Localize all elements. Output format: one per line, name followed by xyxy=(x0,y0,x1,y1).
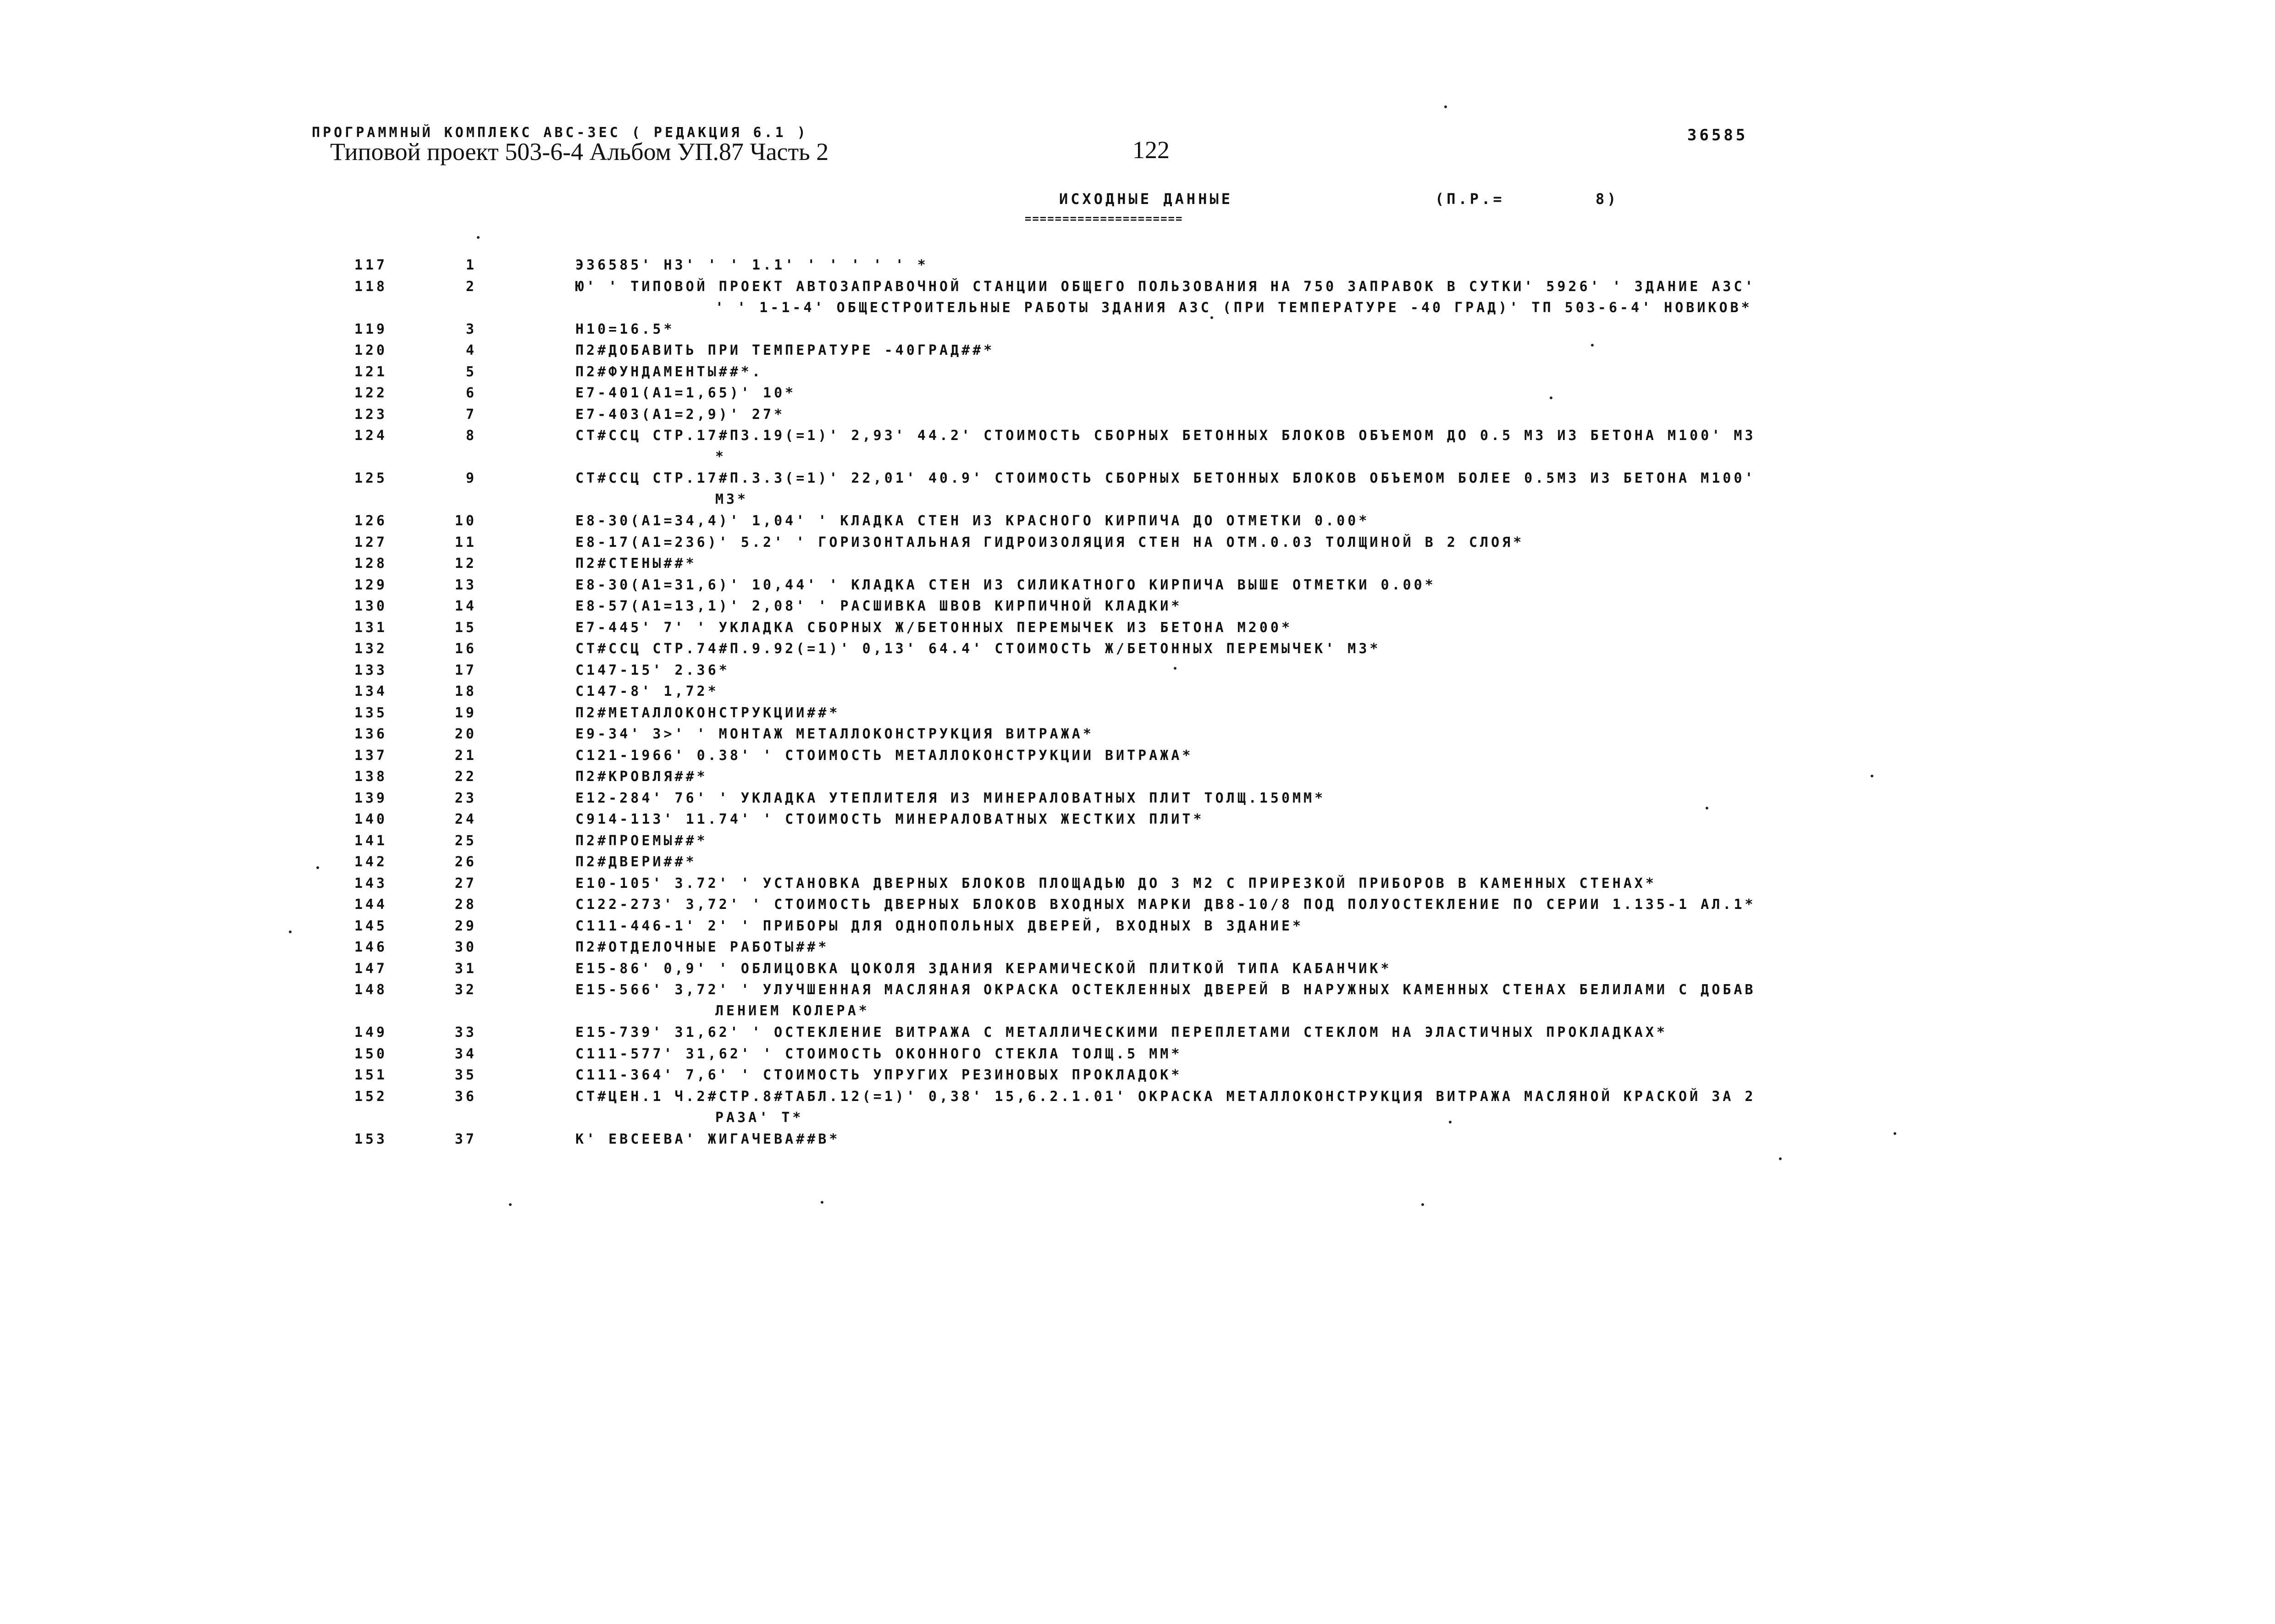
row-text: Е8-30(А1=34,4)' 1,04' ' КЛАДКА СТЕН ИЗ КРАСНОГО КИРПИЧА ДО ОТМЕТКИ 0.00* xyxy=(575,513,1370,529)
pr-value: 8) xyxy=(1596,190,1619,208)
row-text: СТ#ССЦ СТР.17#П.3.3(=1)' 22,01' 40.9' СТОИМОСТЬ СБОРНЫХ БЕТОННЫХ БЛОКОВ ОБЪЕМОМ БОЛЕЕ 0.5М3 ИЗ БЕТОНА М100' xyxy=(575,470,1756,486)
row-sequence-number: 19 xyxy=(454,705,477,721)
row-line-number: 133 xyxy=(354,662,387,678)
row-sequence-number: 11 xyxy=(454,534,477,551)
listing-row xyxy=(0,617,2275,639)
listing-row xyxy=(0,958,2275,980)
scan-speck xyxy=(1449,1121,1452,1123)
listing-row xyxy=(0,766,2275,787)
row-line-number: 148 xyxy=(354,982,387,998)
scan-speck xyxy=(1210,316,1213,319)
row-line-number: 135 xyxy=(354,705,387,721)
row-text: Е15-86' 0,9' ' ОБЛИЦОВКА ЦОКОЛЯ ЗДАНИЯ КЕРАМИЧЕСКОЙ ПЛИТКОЙ ТИПА КАБАНЧИК* xyxy=(575,960,1392,977)
row-line-number: 150 xyxy=(354,1046,387,1062)
row-text: С111-577' 31,62' ' СТОИМОСТЬ ОКОННОГО СТЕКЛА ТОЛЩ.5 ММ* xyxy=(575,1046,1182,1062)
listing-row xyxy=(0,830,2275,852)
row-text: Е15-739' 31,62' ' ОСТЕКЛЕНИЕ ВИТРАЖА С МЕТАЛЛИЧЕСКИМИ ПЕРЕПЛЕТАМИ СТЕКЛОМ НА ЭЛАСТИЧНЫХ ПРОКЛАДКАХ* xyxy=(575,1024,1668,1040)
listing-row xyxy=(0,915,2275,937)
scan-speck xyxy=(1894,1132,1896,1135)
listing-row xyxy=(0,425,2275,468)
listing-row xyxy=(0,979,2275,1022)
row-text: Е8-30(А1=31,6)' 10,44' ' КЛАДКА СТЕН ИЗ СИЛИКАТНОГО КИРПИЧА ВЫШЕ ОТМЕТКИ 0.00* xyxy=(575,577,1436,593)
listing-row xyxy=(0,340,2275,361)
row-text: С111-364' 7,6' ' СТОИМОСТЬ УПРУГИХ РЕЗИНОВЫХ ПРОКЛАДОК* xyxy=(575,1067,1182,1083)
listing-row xyxy=(0,681,2275,702)
scan-speck xyxy=(1591,344,1594,347)
row-sequence-number: 3 xyxy=(465,321,477,337)
row-line-number: 136 xyxy=(354,726,387,742)
row-text-continuation: РАЗА' Т* xyxy=(715,1109,804,1126)
row-sequence-number: 18 xyxy=(454,683,477,699)
listing-row xyxy=(0,638,2275,660)
row-sequence-number: 24 xyxy=(454,811,477,827)
row-sequence-number: 22 xyxy=(454,769,477,785)
row-sequence-number: 34 xyxy=(454,1046,477,1062)
row-text: С147-15' 2.36* xyxy=(575,662,730,678)
listing-row xyxy=(0,787,2275,809)
listing-row xyxy=(0,894,2275,915)
listing-row xyxy=(0,809,2275,830)
row-sequence-number: 31 xyxy=(454,960,477,977)
row-sequence-number: 2 xyxy=(465,278,477,295)
listing-row xyxy=(0,702,2275,724)
listing-row xyxy=(0,468,2275,510)
row-text: Е12-284' 76' ' УКЛАДКА УТЕПЛИТЕЛЯ ИЗ МИНЕРАЛОВАТНЫХ ПЛИТ ТОЛЩ.150ММ* xyxy=(575,790,1326,806)
listing-row xyxy=(0,745,2275,766)
row-text: П2#ФУНДАМЕНТЫ##*. xyxy=(575,363,763,380)
row-text: СТ#ССЦ СТР.74#П.9.92(=1)' 0,13' 64.4' СТОИМОСТЬ Ж/БЕТОННЫХ ПЕРЕМЫЧЕК' М3* xyxy=(575,641,1381,657)
data-listing xyxy=(0,254,2275,1150)
row-text: К' ЕВСЕЕВА' ЖИГАЧЕВА##В* xyxy=(575,1131,840,1147)
row-sequence-number: 5 xyxy=(465,363,477,380)
section-title-underline: ===================== xyxy=(1025,212,1183,225)
row-sequence-number: 14 xyxy=(454,598,477,614)
row-line-number: 119 xyxy=(354,321,387,337)
row-text: С147-8' 1,72* xyxy=(575,683,719,699)
row-line-number: 138 xyxy=(354,769,387,785)
row-line-number: 142 xyxy=(354,854,387,870)
row-line-number: 137 xyxy=(354,747,387,764)
listing-row xyxy=(0,1022,2275,1043)
row-line-number: 123 xyxy=(354,406,387,423)
row-line-number: 152 xyxy=(354,1088,387,1105)
row-sequence-number: 21 xyxy=(454,747,477,764)
row-text: С121-1966' 0.38' ' СТОИМОСТЬ МЕТАЛЛОКОНСТРУКЦИИ ВИТРАЖА* xyxy=(575,747,1193,764)
listing-row xyxy=(0,361,2275,383)
row-sequence-number: 13 xyxy=(454,577,477,593)
scan-speck xyxy=(289,930,292,933)
row-sequence-number: 29 xyxy=(454,918,477,934)
row-text: С111-446-1' 2' ' ПРИБОРЫ ДЛЯ ОДНОПОЛЬНЫХ ДВЕРЕЙ, ВХОДНЫХ В ЗДАНИЕ* xyxy=(575,918,1304,934)
row-line-number: 128 xyxy=(354,556,387,572)
row-sequence-number: 16 xyxy=(454,641,477,657)
row-sequence-number: 10 xyxy=(454,513,477,529)
listing-row xyxy=(0,553,2275,574)
row-text: П2#ПРОЕМЫ##* xyxy=(575,832,708,849)
row-line-number: 146 xyxy=(354,939,387,955)
row-text: С914-113' 11.74' ' СТОИМОСТЬ МИНЕРАЛОВАТНЫХ ЖЕСТКИХ ПЛИТ* xyxy=(575,811,1204,827)
row-sequence-number: 12 xyxy=(454,556,477,572)
row-sequence-number: 15 xyxy=(454,619,477,636)
scan-speck xyxy=(316,866,319,869)
listing-row xyxy=(0,510,2275,532)
row-text: Е8-17(А1=236)' 5.2' ' ГОРИЗОНТАЛЬНАЯ ГИДРОИЗОЛЯЦИЯ СТЕН НА ОТМ.0.03 ТОЛЩИНОЙ В 2 СЛОЯ* xyxy=(575,534,1524,551)
row-sequence-number: 17 xyxy=(454,662,477,678)
row-line-number: 153 xyxy=(354,1131,387,1147)
row-text: Ю' ' ТИПОВОЙ ПРОЕКТ АВТОЗАПРАВОЧНОЙ СТАНЦИИ ОБЩЕГО ПОЛЬЗОВАНИЯ НА 750 ЗАПРАВОК В СУТКИ' 5926' ' ЗДАНИЕ АЗС' xyxy=(575,278,1756,295)
row-text: П2#ДВЕРИ##* xyxy=(575,854,697,870)
page-number: 122 xyxy=(1132,136,1170,164)
listing-row xyxy=(0,276,2275,319)
listing-row xyxy=(0,1086,2275,1129)
scan-speck xyxy=(1779,1157,1782,1160)
row-sequence-number: 28 xyxy=(454,897,477,913)
row-line-number: 124 xyxy=(354,428,387,444)
row-sequence-number: 35 xyxy=(454,1067,477,1083)
row-text: СТ#ССЦ СТР.17#П3.19(=1)' 2,93' 44.2' СТОИМОСТЬ СБОРНЫХ БЕТОННЫХ БЛОКОВ ОБЪЕМОМ ДО 0.5 М3 ИЗ БЕТОНА М100' М3 xyxy=(575,428,1756,444)
row-line-number: 126 xyxy=(354,513,387,529)
row-sequence-number: 6 xyxy=(465,385,477,401)
scan-speck xyxy=(1421,1203,1424,1206)
row-line-number: 144 xyxy=(354,897,387,913)
scan-speck xyxy=(1444,105,1447,108)
listing-row xyxy=(0,851,2275,873)
document-code: 36585 xyxy=(1687,126,1748,144)
listing-row xyxy=(0,532,2275,553)
row-line-number: 127 xyxy=(354,534,387,551)
listing-row xyxy=(0,1129,2275,1150)
row-sequence-number: 8 xyxy=(465,428,477,444)
row-text: Е7-445' 7' ' УКЛАДКА СБОРНЫХ Ж/БЕТОННЫХ ПЕРЕМЫЧЕК ИЗ БЕТОНА М200* xyxy=(575,619,1292,636)
row-text: П2#ОТДЕЛОЧНЫЕ РАБОТЫ##* xyxy=(575,939,829,955)
row-text: Е15-566' 3,72' ' УЛУЧШЕННАЯ МАСЛЯНАЯ ОКРАСКА ОСТЕКЛЕННЫХ ДВЕРЕЙ В НАРУЖНЫХ КАМЕННЫХ СТЕНАХ БЕЛИЛАМИ С ДОБАВ xyxy=(575,982,1756,998)
row-text-continuation: ' ' 1-1-4' ОБЩЕСТРОИТЕЛЬНЫЕ РАБОТЫ ЗДАНИЯ АЗС (ПРИ ТЕМПЕРАТУРЕ -40 ГРАД)' ТП 503-6-4' НОВИКОВ* xyxy=(715,299,1752,316)
row-sequence-number: 1 xyxy=(465,257,477,273)
row-text-continuation: ЛЕНИЕМ КОЛЕРА* xyxy=(715,1003,870,1019)
row-text: П2#ДОБАВИТЬ ПРИ ТЕМПЕРАТУРЕ -40ГРАД##* xyxy=(575,342,995,358)
row-text-continuation: М3* xyxy=(715,491,749,507)
row-text: Е9-34' 3>' ' МОНТАЖ МЕТАЛЛОКОНСТРУКЦИЯ ВИТРАЖА* xyxy=(575,726,1094,742)
row-line-number: 143 xyxy=(354,875,387,892)
row-text: Е7-403(А1=2,9)' 27* xyxy=(575,406,785,423)
row-line-number: 140 xyxy=(354,811,387,827)
row-line-number: 125 xyxy=(354,470,387,486)
row-line-number: 132 xyxy=(354,641,387,657)
row-line-number: 120 xyxy=(354,342,387,358)
row-text: С122-273' 3,72' ' СТОИМОСТЬ ДВЕРНЫХ БЛОКОВ ВХОДНЫХ МАРКИ ДВ8-10/8 ПОД ПОЛУОСТЕКЛЕНИЕ ПО СЕРИИ 1.135-1 АЛ.1* xyxy=(575,897,1756,913)
row-sequence-number: 23 xyxy=(454,790,477,806)
pr-label: (П.Р.= xyxy=(1435,190,1505,208)
row-line-number: 117 xyxy=(354,257,387,273)
row-sequence-number: 25 xyxy=(454,832,477,849)
row-text: Э36585' НЗ' ' ' 1.1' ' ' ' ' ' * xyxy=(575,257,928,273)
row-line-number: 139 xyxy=(354,790,387,806)
listing-row xyxy=(0,873,2275,894)
scan-speck xyxy=(1706,807,1708,809)
project-title: Типовой проект 503-6-4 Альбом УП.87 Часть 2 xyxy=(330,138,829,165)
row-sequence-number: 9 xyxy=(465,470,477,486)
row-line-number: 129 xyxy=(354,577,387,593)
row-sequence-number: 37 xyxy=(454,1131,477,1147)
row-text: Е8-57(А1=13,1)' 2,08' ' РАСШИВКА ШВОВ КИРПИЧНОЙ КЛАДКИ* xyxy=(575,598,1182,614)
row-line-number: 151 xyxy=(354,1067,387,1083)
section-title: ИСХОДНЫЕ ДАННЫЕ xyxy=(1059,190,1233,208)
row-text: Н10=16.5* xyxy=(575,321,675,337)
listing-row xyxy=(0,254,2275,276)
row-line-number: 118 xyxy=(354,278,387,295)
row-text: СТ#ЦЕН.1 Ч.2#СТР.8#ТАБЛ.12(=1)' 0,38' 15,6.2.1.01' ОКРАСКА МЕТАЛЛОКОНСТРУКЦИЯ ВИТРАЖА МАСЛЯНОЙ КРАСКОЙ ЗА 2 xyxy=(575,1088,1756,1105)
listing-row xyxy=(0,660,2275,681)
row-sequence-number: 33 xyxy=(454,1024,477,1040)
row-sequence-number: 26 xyxy=(454,854,477,870)
listing-row xyxy=(0,1043,2275,1065)
row-sequence-number: 7 xyxy=(465,406,477,423)
listing-row xyxy=(0,723,2275,745)
row-text: Е7-401(А1=1,65)' 10* xyxy=(575,385,796,401)
scan-speck xyxy=(821,1201,823,1204)
listing-row xyxy=(0,595,2275,617)
row-line-number: 122 xyxy=(354,385,387,401)
listing-row xyxy=(0,574,2275,596)
row-sequence-number: 30 xyxy=(454,939,477,955)
scan-speck xyxy=(1174,667,1176,670)
row-line-number: 141 xyxy=(354,832,387,849)
scan-speck xyxy=(1550,396,1552,399)
scan-speck xyxy=(1871,775,1873,777)
row-line-number: 149 xyxy=(354,1024,387,1040)
row-line-number: 145 xyxy=(354,918,387,934)
row-sequence-number: 20 xyxy=(454,726,477,742)
row-line-number: 134 xyxy=(354,683,387,699)
listing-row xyxy=(0,382,2275,404)
row-text: П2#КРОВЛЯ##* xyxy=(575,769,708,785)
listing-row xyxy=(0,319,2275,340)
row-text: П2#МЕТАЛЛОКОНСТРУКЦИИ##* xyxy=(575,705,840,721)
row-sequence-number: 36 xyxy=(454,1088,477,1105)
row-sequence-number: 4 xyxy=(465,342,477,358)
row-sequence-number: 27 xyxy=(454,875,477,892)
row-line-number: 121 xyxy=(354,363,387,380)
listing-row xyxy=(0,404,2275,425)
row-text: П2#СТЕНЫ##* xyxy=(575,556,697,572)
listing-row xyxy=(0,1064,2275,1086)
scan-speck xyxy=(509,1203,512,1206)
scan-speck xyxy=(477,236,480,239)
row-line-number: 130 xyxy=(354,598,387,614)
row-line-number: 131 xyxy=(354,619,387,636)
row-text: Е10-105' 3.72' ' УСТАНОВКА ДВЕРНЫХ БЛОКОВ ПЛОЩАДЬЮ ДО 3 М2 С ПРИРЕЗКОЙ ПРИБОРОВ В КАМЕННЫХ СТЕНАХ* xyxy=(575,875,1657,892)
row-text-continuation: * xyxy=(715,449,727,465)
listing-row xyxy=(0,936,2275,958)
program-header: ПРОГРАММНЫЙ КОМПЛЕКС АВС-ЗЕС ( РЕДАКЦИЯ 6.1 ) xyxy=(312,125,808,141)
row-sequence-number: 32 xyxy=(454,982,477,998)
row-line-number: 147 xyxy=(354,960,387,977)
